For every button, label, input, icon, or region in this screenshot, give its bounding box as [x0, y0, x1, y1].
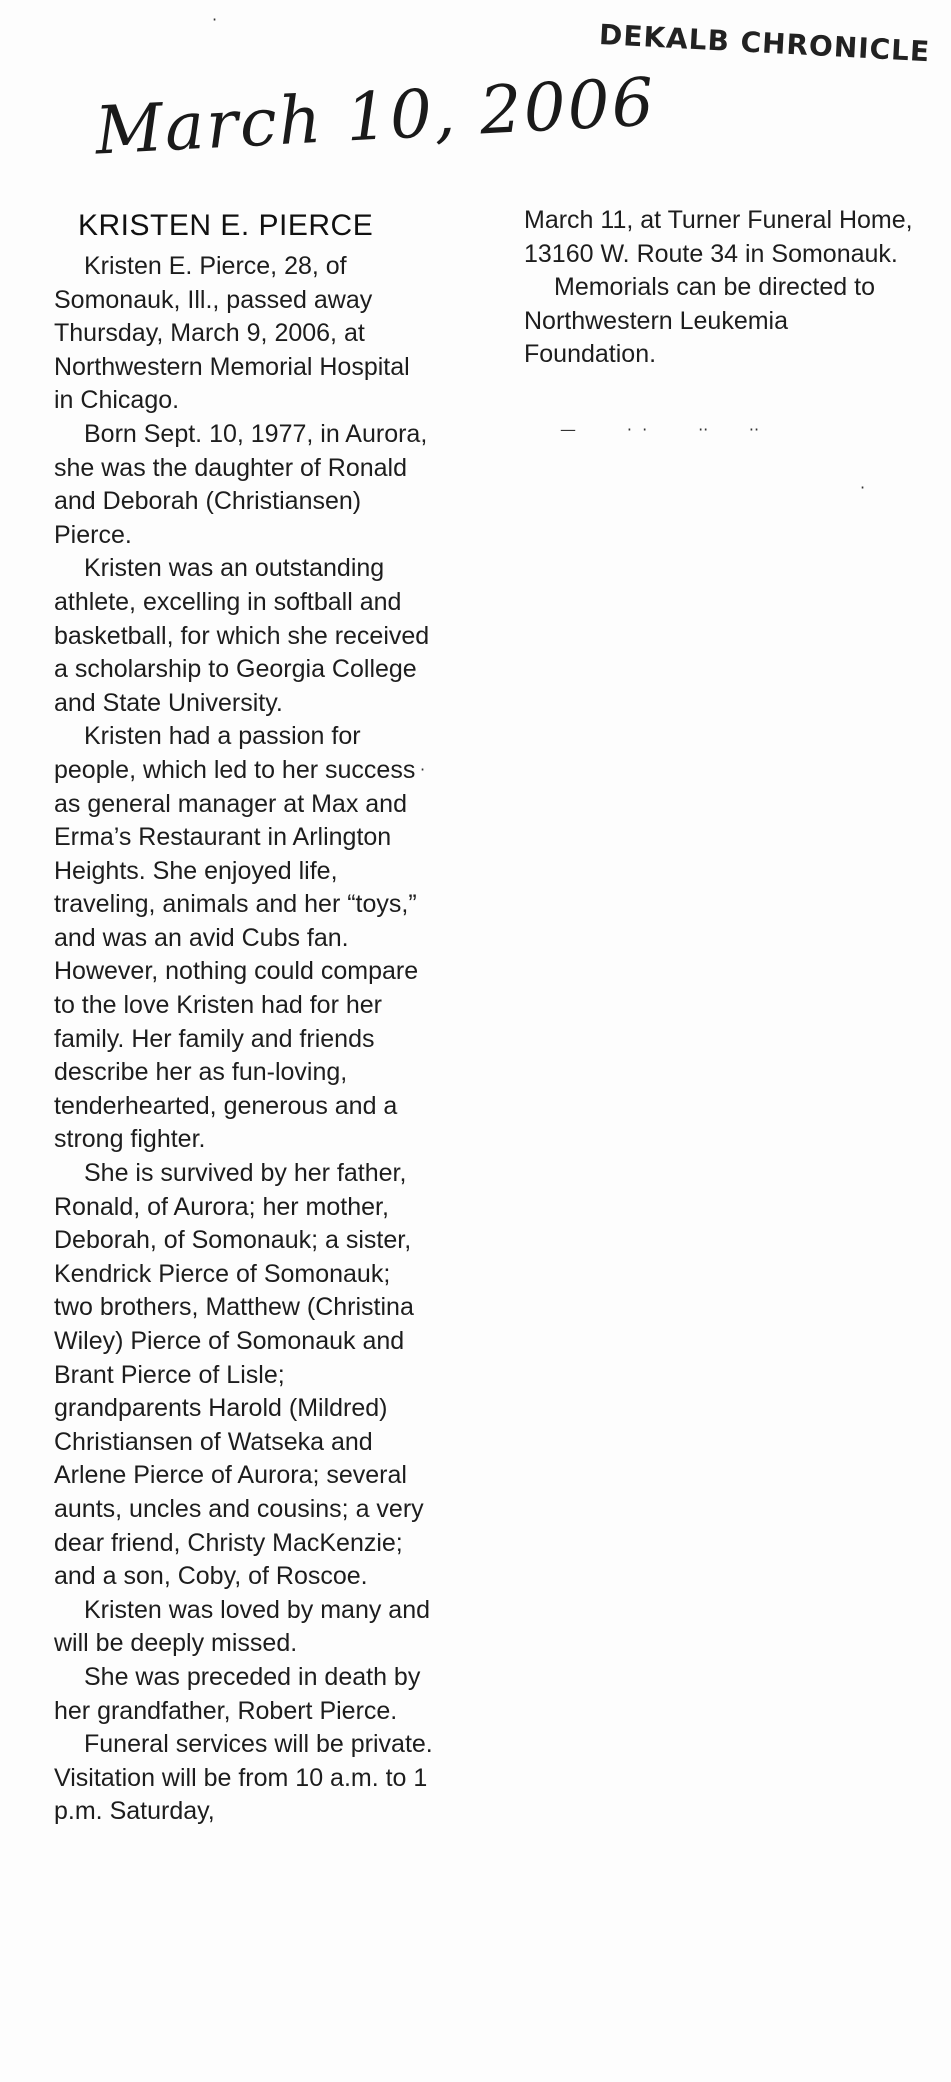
print-speck: · [860, 478, 866, 497]
obituary-paragraph: Funeral services will be private. Visitation will be from 10 a.m. to 1 p.m. Saturday, [54, 1730, 433, 1826]
obituary-paragraph: Kristen E. Pierce, 28, of Somonauk, Ill., passed away Thursday, March 9, 2006, at Northwestern Memorial Hospital in Chicago. [54, 252, 410, 415]
handwritten-date: March 10, 2006 [93, 63, 658, 170]
obituary-left-column [54, 208, 434, 1829]
obituary-paragraph: Kristen had a passion for people, which led to her success as general manager at Max and Erma’s Restaurant in Arlington Heights. She enjoyed life, traveling, animals and her “toys,” and was an avid Cubs fan. However, nothing could compare to the love Kristen had for her family. Her family and friends describe her as fun-loving, tenderhearted, generous and a strong fighter. [54, 722, 419, 1154]
print-speck: · [420, 760, 426, 779]
obituary-paragraph: Kristen was an outstanding athlete, excelling in softball and basketball, for which she received a scholarship to Georgia College and State University. [54, 554, 430, 717]
obituary-paragraph: Memorials can be directed to Northwestern Leukemia Foundation. [524, 273, 875, 369]
obituary-title: KRISTEN E. PIERCE [78, 209, 374, 242]
print-speck: · [212, 10, 218, 29]
obituary-right-column [524, 204, 924, 372]
obituary-paragraph: She was preceded in death by her grandfather, Robert Pierce. [54, 1662, 421, 1725]
newspaper-masthead: DEKALB CHRONICLE [597, 18, 931, 69]
obituary-paragraph: She is survived by her father, Ronald, of Aurora; her mother, Deborah, of Somonauk; a sister, Kendrick Pierce of Somonauk; two brothers, Matthew (Christina Wiley) Pierce of Somonauk and Brant Pierce of Lisle; grandparents Harold (Mildred) Christiansen of Watseka and Arlene Pierce of Aurora; several aunts, uncles and cousins; a very dear friend, Christy MacKenzie; and a son, Coby, of Roscoe. [54, 1159, 424, 1591]
obituary-paragraph: Kristen was loved by many and will be deeply missed. [54, 1595, 431, 1658]
obituary-paragraph: March 11, at Turner Funeral Home, 13160 W. Route 34 in Somonauk. [524, 206, 913, 268]
obituary-paragraph: Born Sept. 10, 1977, in Aurora, she was the daughter of Ronald and Deborah (Christiansen) Pierce. [54, 419, 428, 549]
print-specks: — · · ·· ·· [560, 420, 760, 439]
